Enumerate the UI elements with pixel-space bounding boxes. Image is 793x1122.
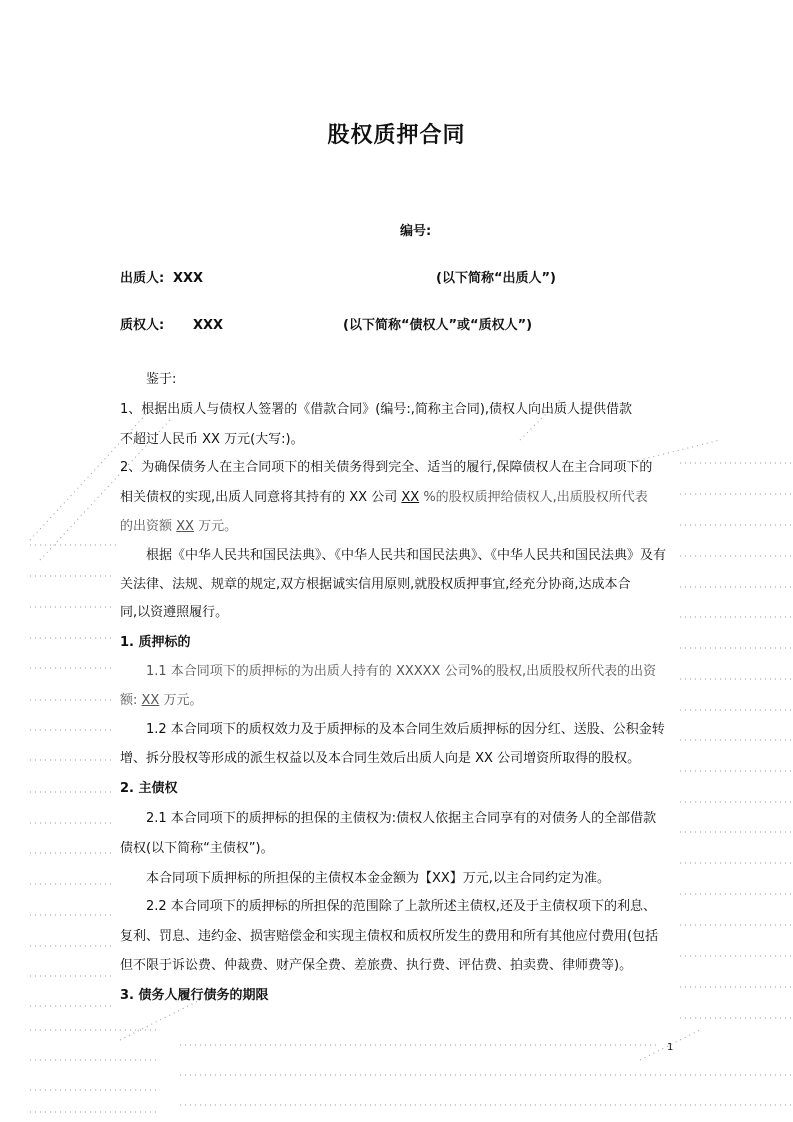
section-2-1-principal: 本合同项下质押标的所担保的主债权本金金额为【XX】万元,以主合同约定为准。 (146, 871, 610, 886)
section-2-1-line-2: 债权(以下简称“主债权”)。 (120, 841, 274, 856)
section-2-2-line-3: 但不限于诉讼费、仲裁费、财产保全费、差旅费、执行费、评估费、拍卖费、律师费等)。 (120, 958, 633, 973)
section-1-2-line-1: 1.2 本合同项下的质权效力及于质押标的及本合同生效后质押标的因分红、送股、公积金转 (146, 722, 665, 737)
pledgee-label: 质权人: (120, 318, 165, 333)
recital-2-line-2 (120, 489, 648, 507)
recital-2-line-3 (120, 518, 237, 536)
pledgor-name: XXX (173, 271, 204, 286)
section-3-heading: 3. 债务人履行债务的期限 (120, 988, 269, 1003)
equity-percentage-blank: XX (401, 490, 420, 505)
recital-1-line-2: 不超过人民币 XX 万元(大写:)。 (120, 432, 304, 447)
section-1-1-line-2-end: 万元。 (163, 693, 203, 708)
section-1-1-line-1: 1.1 本合同项下的质押标的为出质人持有的 XXXXX 公司%的股权,出质股权所代表的出资 (146, 664, 657, 679)
section-1-1-amount-blank: XX (141, 693, 160, 708)
recital-2-line-3-start: 的出资额 (120, 519, 173, 534)
recital-2-line-1: 2、为确保债务人在主合同项下的相关债务得到完全、适当的履行,保障债权人在主合同项下的 (120, 460, 653, 475)
section-1-1-line-2-start: 额: (120, 693, 138, 708)
pledgor-label: 出质人: (120, 271, 165, 286)
recital-2-line-2-end: %的股权质押给债权人,出质股权所代表 (423, 490, 648, 505)
section-1-1-line-2 (120, 692, 203, 710)
basis-line-1: 根据《中华人民共和国民法典》、《中华人民共和国民法典》、《中华人民共和国民法典》及有 (146, 548, 667, 563)
section-1-2-line-2: 增、拆分股权等形成的派生权益以及本合同生效后出质人向是 XX 公司增资所取得的股权。 (120, 751, 641, 766)
section-2-heading: 2. 主债权 (120, 781, 178, 796)
document-title: 股权质押合同 (327, 123, 466, 148)
section-1-heading: 1. 质押标的 (120, 635, 191, 650)
section-2-1-line-1: 2.1 本合同项下的质押标的担保的主债权为:债权人依据主合同享有的对债务人的全部借款 (146, 811, 657, 826)
section-2-2-line-2: 复利、罚息、违约金、损害赔偿金和实现主债权和质权所发生的费用和所有其他应付费用(包括 (120, 929, 659, 944)
section-2-2-line-1: 2.2 本合同项下的质押标的所担保的范围除了上款所述主债权,还及于主债权项下的利息、 (146, 899, 656, 914)
basis-line-3: 同,以资遵照履行。 (120, 605, 229, 620)
recital-2-line-3-end: 万元。 (198, 519, 238, 534)
contract-number-label: 编号: (400, 224, 432, 239)
pledgee-note: (以下简称“债权人”或“质权人”) (343, 318, 533, 333)
basis-line-2: 关法律、法规、规章的规定,双方根据诚实信用原则,就股权质押事宜,经充分协商,达成本合 (120, 577, 631, 592)
capital-amount-blank: XX (176, 519, 194, 534)
recital-1-line-1: 1、根据出质人与债权人签署的《借款合同》(编号:,简称主合同),债权人向出质人提供借款 (120, 402, 633, 417)
pledgee-name: XXX (193, 318, 224, 333)
whereas-heading: 鉴于: (146, 372, 177, 387)
pledgor-note: (以下简称“出质人”) (436, 271, 556, 286)
page-number: 1 (667, 1042, 674, 1053)
recital-2-line-2-start: 相关债权的实现,出质人同意将其持有的 XX 公司 (120, 490, 398, 505)
